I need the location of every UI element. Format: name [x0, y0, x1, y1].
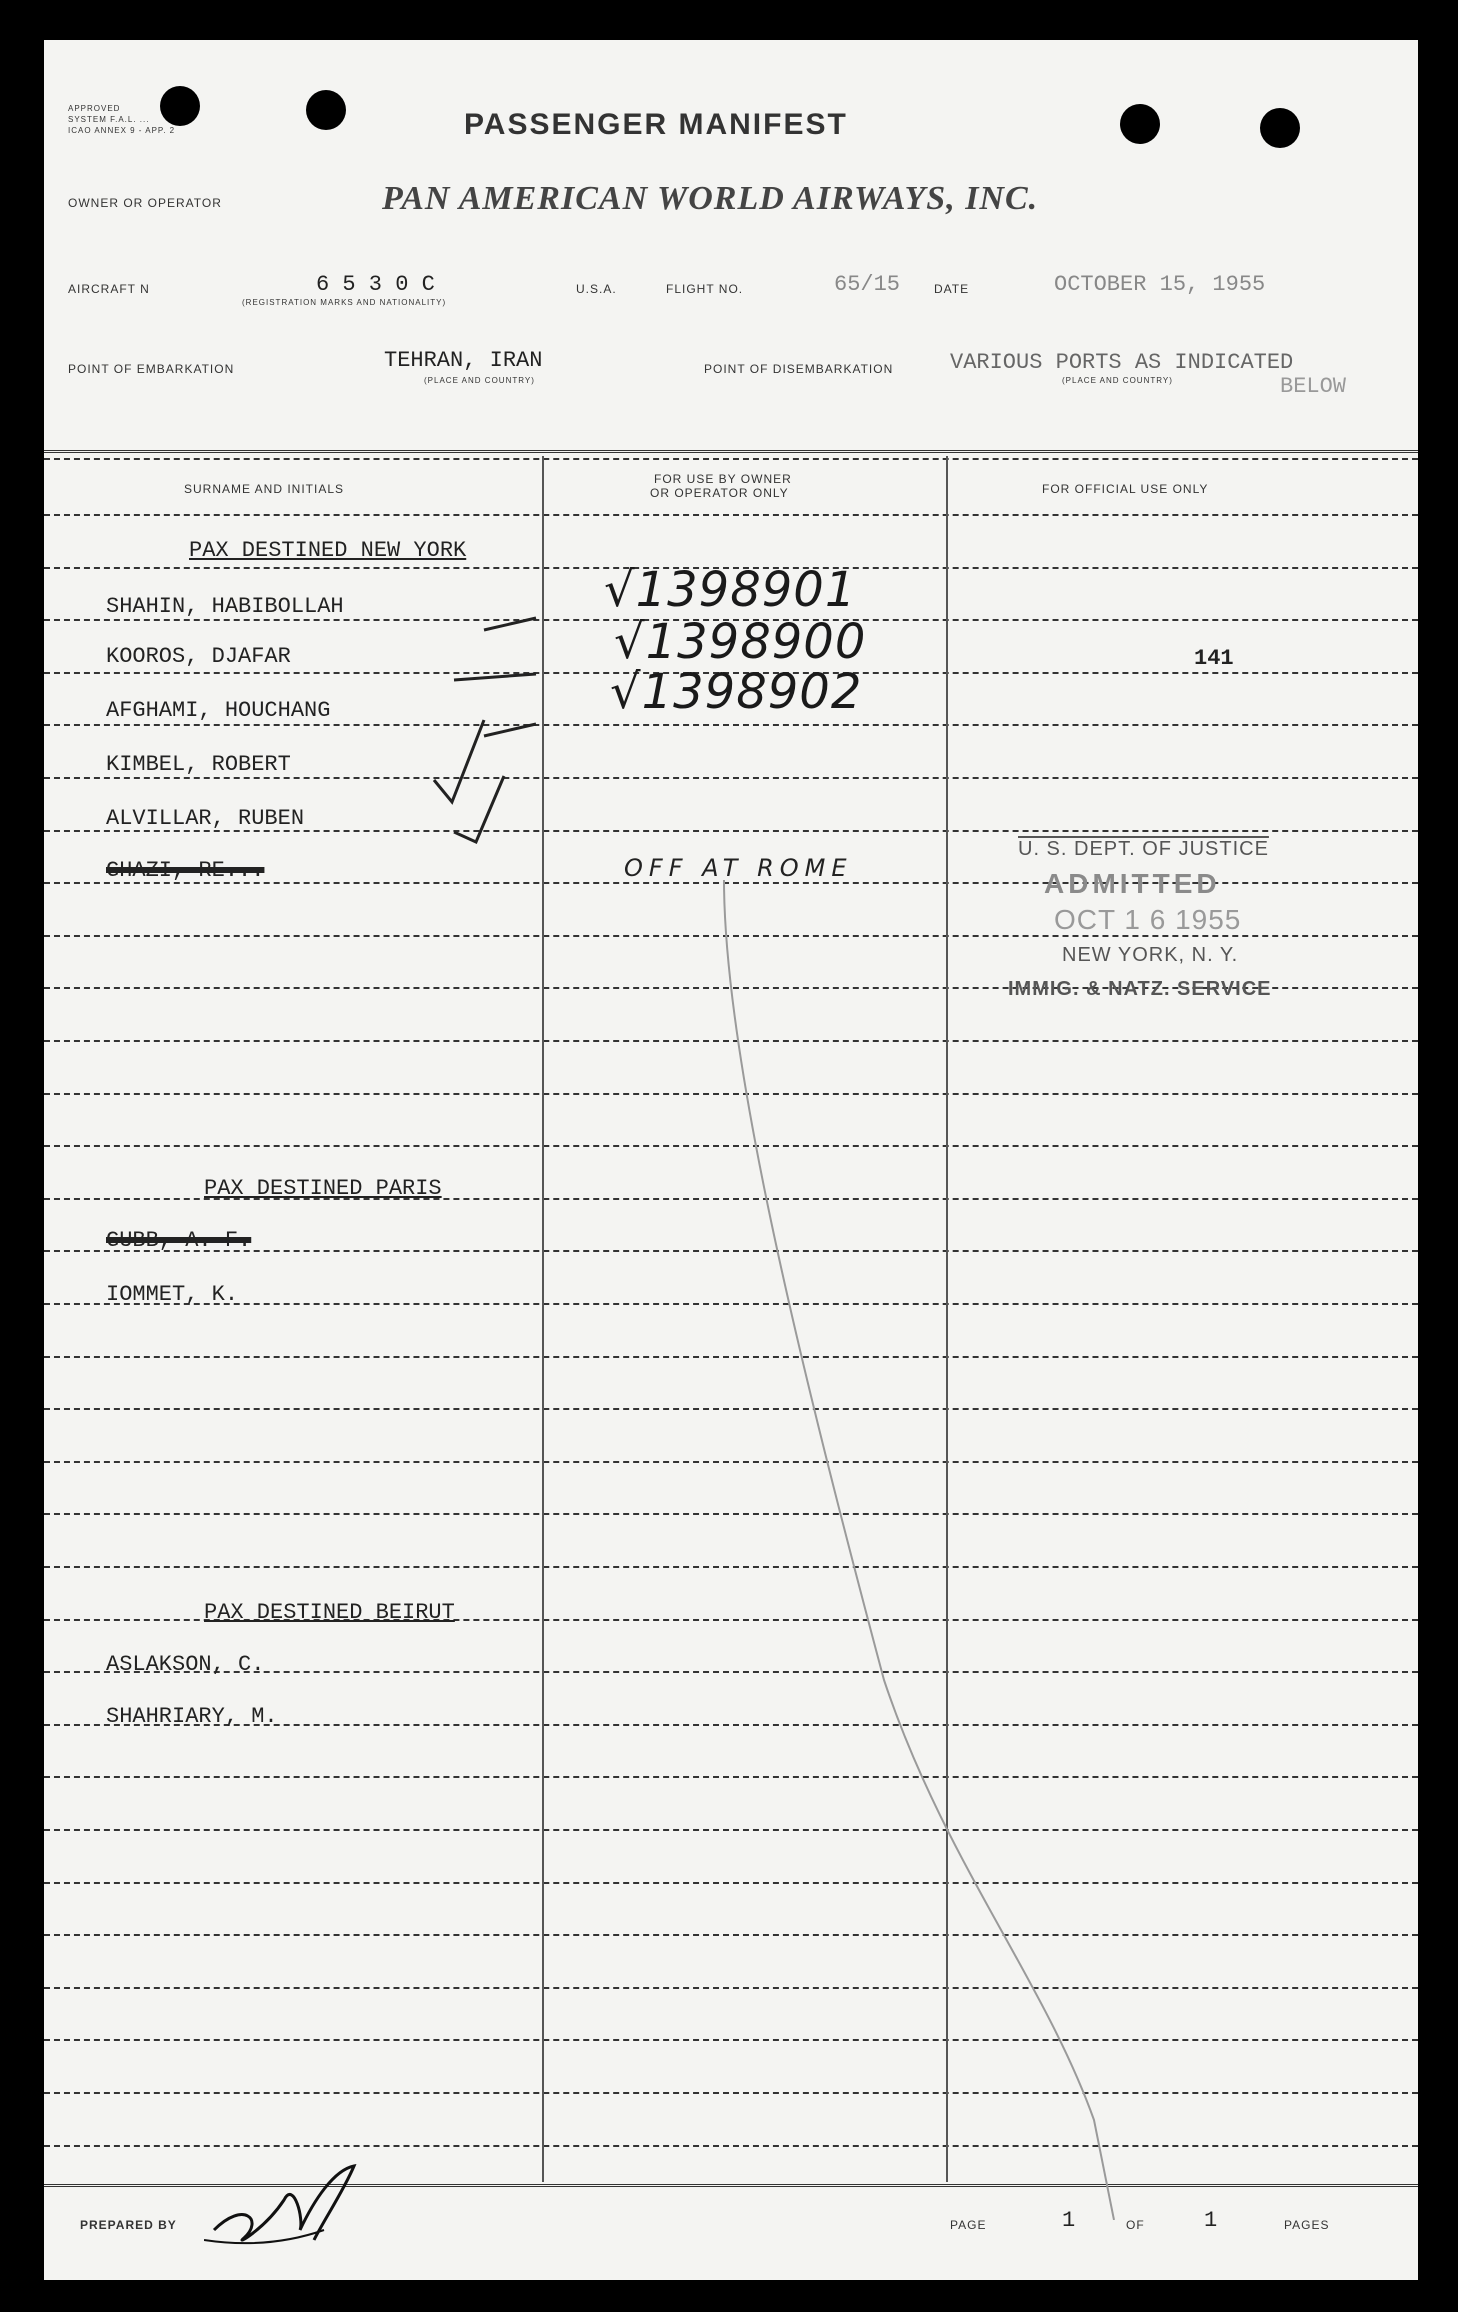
punch-hole-icon — [306, 90, 346, 130]
punch-hole-icon — [1260, 108, 1300, 148]
passenger-row-struck: GHAZI, RE... — [106, 858, 265, 883]
punch-hole-icon — [1120, 104, 1160, 144]
date-value: OCTOBER 15, 1955 — [1054, 272, 1266, 297]
ruled-line — [44, 450, 1418, 453]
group-heading-paris: PAX DESTINED PARIS — [204, 1176, 442, 1201]
official-column-header: FOR OFFICIAL USE ONLY — [1042, 482, 1209, 496]
stamp-line-1: U. S. DEPT. OF JUSTICE — [1018, 838, 1269, 860]
official-number: 141 — [1194, 646, 1234, 671]
passenger-row: KIMBEL, ROBERT — [106, 752, 291, 777]
disembarkation-value-2: BELOW — [1280, 374, 1347, 399]
passenger-row: SHAHIN, HABIBOLLAH — [106, 594, 344, 619]
registration-caption: (REGISTRATION MARKS AND NATIONALITY) — [242, 298, 447, 307]
place-caption-2: (PLACE AND COUNTRY) — [1062, 376, 1173, 385]
ticket-number: √1398902 — [610, 664, 863, 720]
passenger-row: ASLAKSON, C. — [106, 1652, 265, 1677]
page-total: 1 — [1204, 2208, 1218, 2233]
page-title: PASSENGER MANIFEST — [464, 108, 848, 141]
passenger-row-struck: GUBB, A. F. — [106, 1228, 252, 1253]
embarkation-value: TEHRAN, IRAN — [384, 348, 543, 373]
checkmark-icon — [424, 570, 624, 850]
approval-line-3: ICAO ANNEX 9 - APP. 2 — [68, 126, 176, 135]
approval-line-1: APPROVED — [68, 104, 121, 113]
page-label: PAGE — [950, 2218, 987, 2232]
ruled-line — [44, 777, 1418, 779]
ruled-line — [44, 724, 1418, 726]
disembarkation-value: VARIOUS PORTS AS INDICATED — [950, 350, 1294, 375]
ticket-number: √1398900 — [614, 614, 867, 670]
off-note: OFF AT ROME — [624, 854, 853, 882]
owner-value: PAN AMERICAN WORLD AIRWAYS, INC. — [382, 180, 1039, 217]
flight-value: 65/15 — [834, 272, 901, 297]
prepared-by-label: PREPARED BY — [80, 2218, 177, 2232]
flight-label: FLIGHT NO. — [666, 282, 744, 296]
operator-column-header-1: FOR USE BY OWNER — [654, 472, 792, 486]
place-caption: (PLACE AND COUNTRY) — [424, 376, 535, 385]
group-heading-new-york: PAX DESTINED NEW YORK — [189, 538, 467, 563]
surname-column-header: SURNAME AND INITIALS — [184, 482, 345, 496]
manifest-sheet — [44, 40, 1418, 2280]
operator-column-header-2: OR OPERATOR ONLY — [650, 486, 789, 500]
stamp-line-5: IMMIG. & NATZ. SERVICE — [1008, 978, 1272, 1000]
stamp-line-3: OCT 1 6 1955 — [1054, 904, 1242, 935]
ruled-line — [44, 458, 1418, 460]
page-number: 1 — [1062, 2208, 1076, 2233]
passenger-row: ALVILLAR, RUBEN — [106, 806, 305, 831]
passenger-row: SHAHRIARY, M. — [106, 1704, 278, 1729]
disembarkation-label: POINT OF DISEMBARKATION — [704, 362, 894, 376]
approval-line-2: SYSTEM F.A.L. ... — [68, 115, 150, 124]
pages-label: PAGES — [1284, 2218, 1330, 2232]
embarkation-label: POINT OF EMBARKATION — [68, 362, 235, 376]
passenger-row: IOMMET, K. — [106, 1282, 239, 1307]
usa-label: U.S.A. — [576, 282, 617, 296]
date-label: DATE — [934, 282, 970, 296]
owner-label: OWNER OR OPERATOR — [68, 196, 222, 210]
signature-icon — [204, 2160, 384, 2250]
stamp-line-2: ADMITTED — [1044, 868, 1221, 899]
stamp-line-4: NEW YORK, N. Y. — [1062, 944, 1239, 966]
punch-hole-icon — [160, 86, 200, 126]
aircraft-value: 6 5 3 0 C — [316, 272, 435, 297]
ticket-number: √1398901 — [604, 562, 857, 618]
passenger-row: KOOROS, DJAFAR — [106, 644, 291, 669]
ruled-line — [44, 514, 1418, 516]
passenger-row: AFGHAMI, HOUCHANG — [106, 698, 331, 723]
group-heading-beirut: PAX DESTINED BEIRUT — [204, 1600, 455, 1625]
aircraft-label: AIRCRAFT N — [68, 282, 150, 296]
pencil-line — [684, 880, 1164, 2220]
of-label: OF — [1126, 2218, 1145, 2232]
